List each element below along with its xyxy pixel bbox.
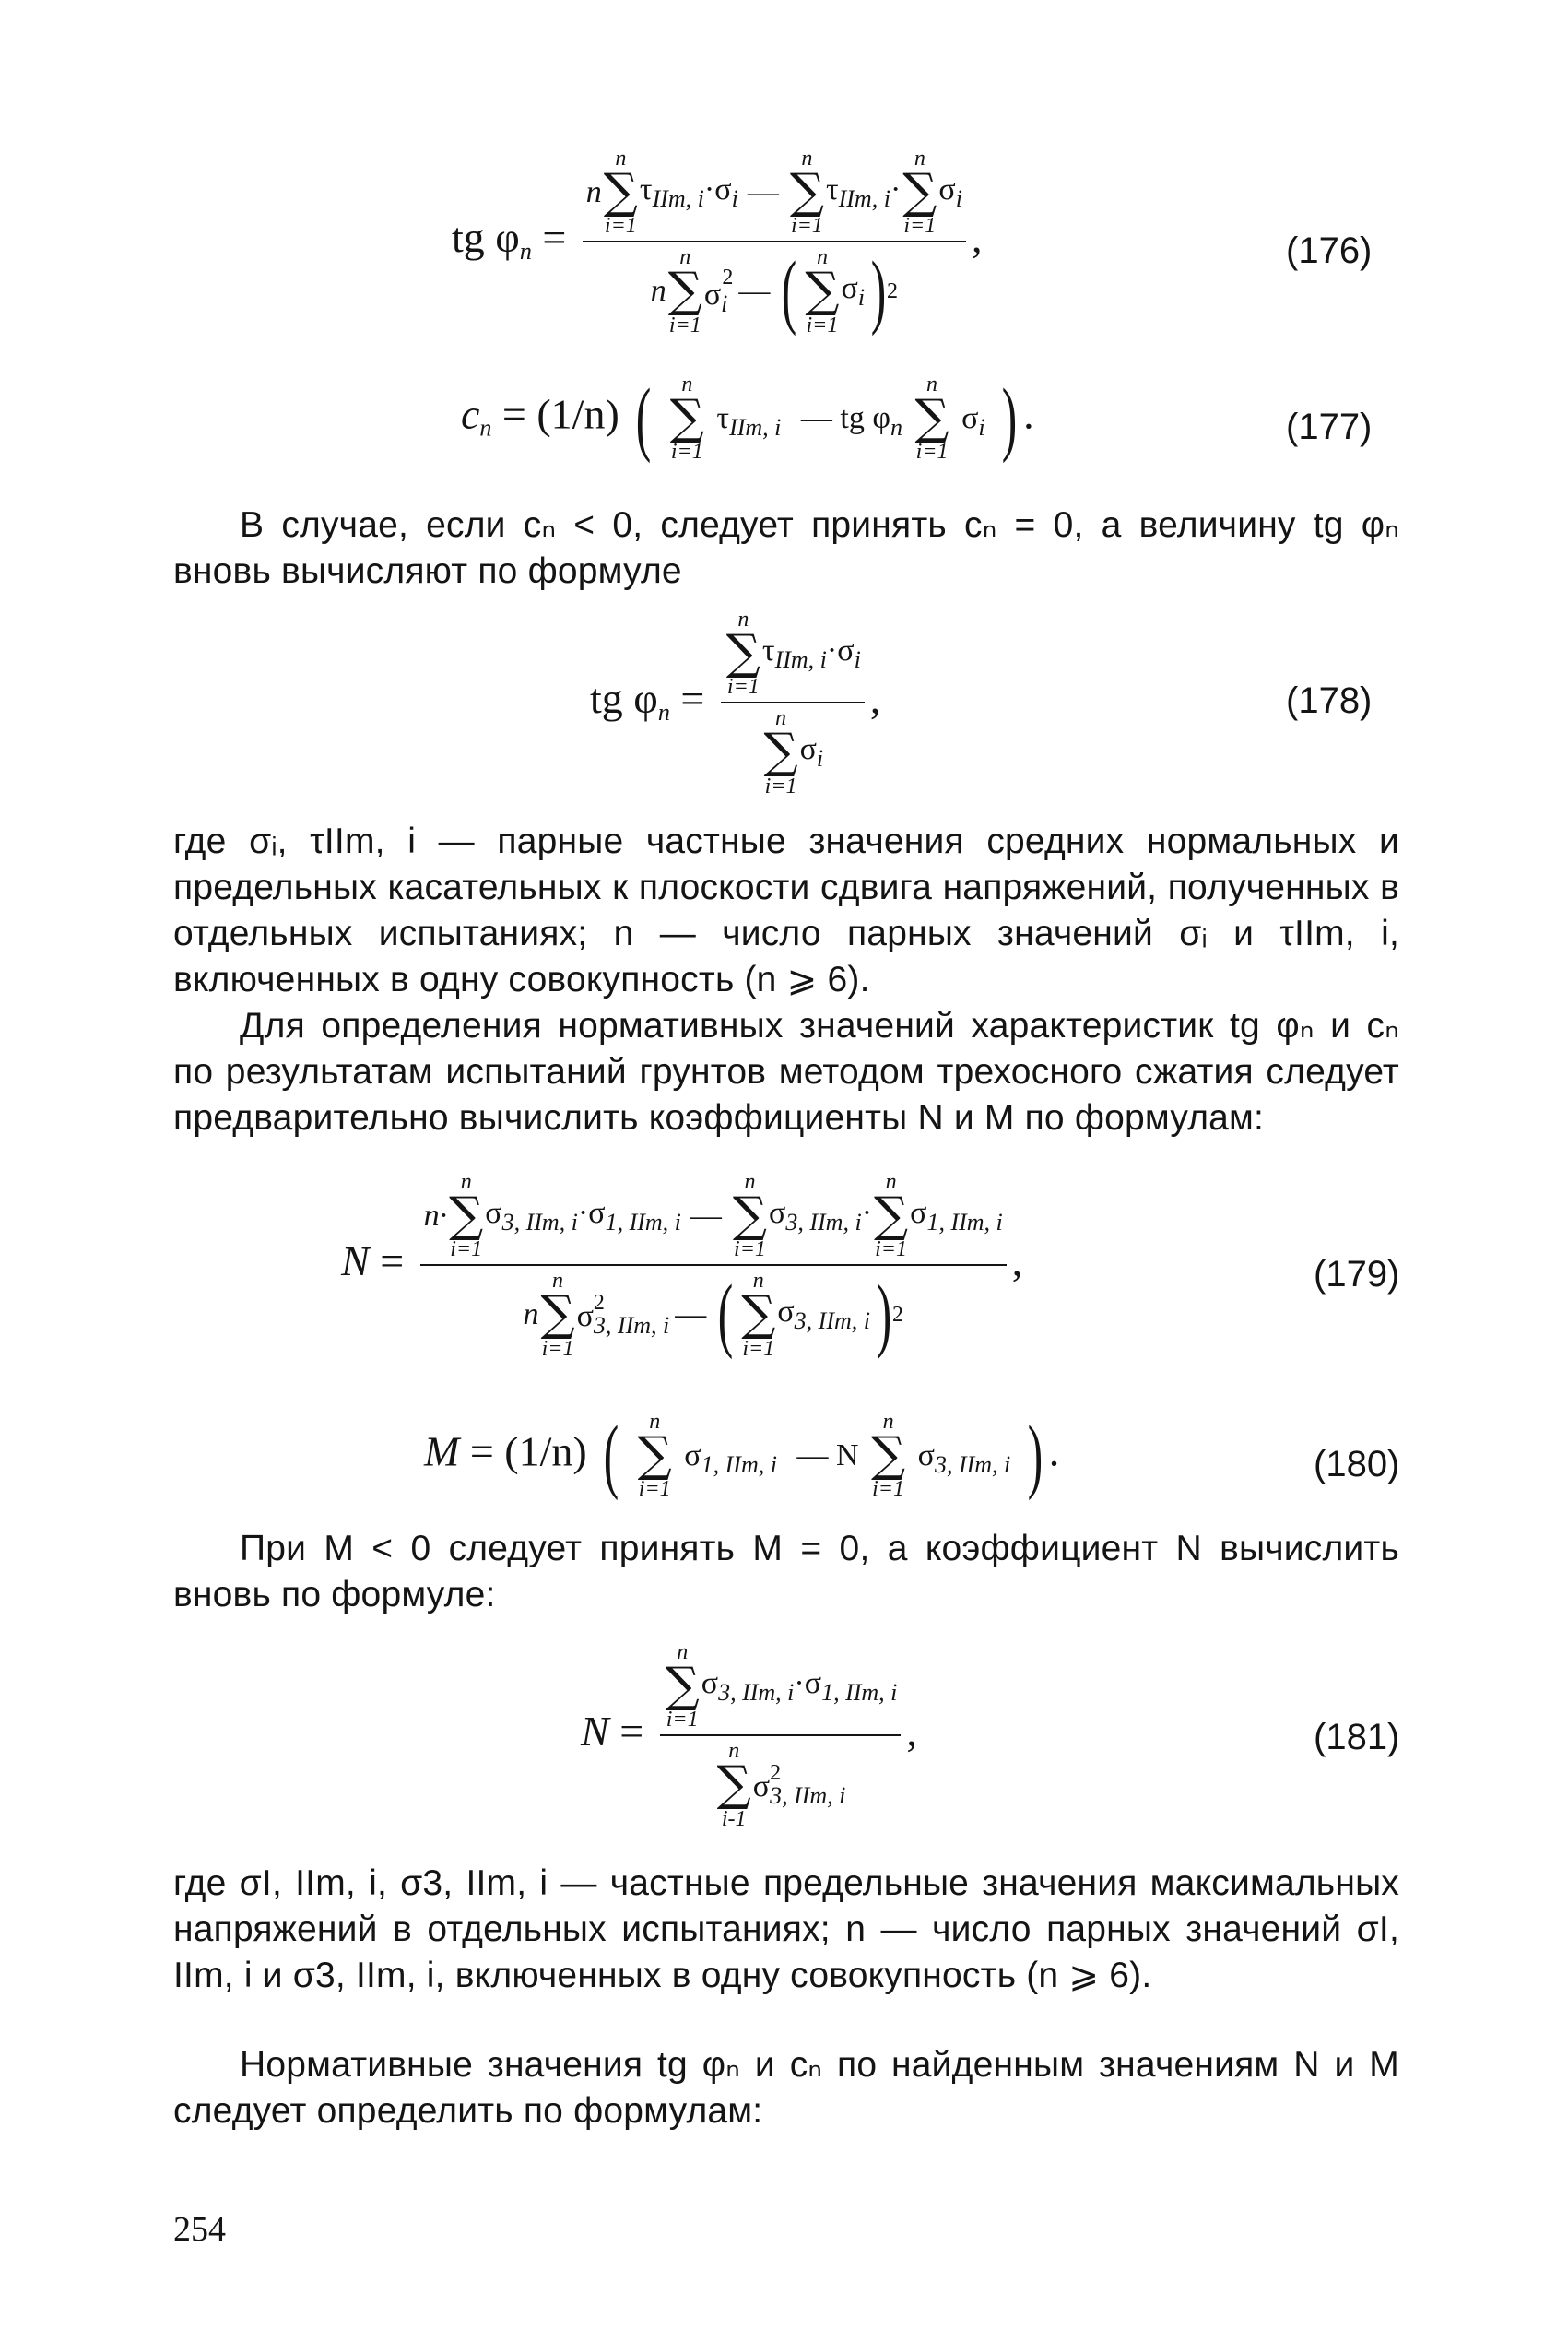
equation-number: (181) xyxy=(1314,1717,1400,1757)
formula-179-denominator: n n ∑ i=1 $\sigma^2_{3, IIm, i}$ — ( n ∑ i=1 $\sigma_{3, IIm, i}$ ) 2 xyxy=(523,1269,903,1361)
formula-179 xyxy=(0,1171,1568,1411)
formula-180 xyxy=(0,1411,1568,1531)
equation-number: (178) xyxy=(1286,680,1373,721)
formula-181-numerator: n ∑ i=1 $\sigma_{3, IIm, i}\cdot\sigma_{1, IIm, i}$ xyxy=(665,1640,898,1732)
fraction-bar xyxy=(721,702,865,703)
formula-177 xyxy=(0,373,1568,493)
paragraph: При M < 0 следует принять M = 0, а коэффициент N вычислить вновь по формуле: xyxy=(173,1529,1399,1614)
paragraph: Нормативные значения tg φₙ и cₙ по найденным значениям N и M следует определить по формулам: xyxy=(173,2045,1399,2131)
formula-178 xyxy=(0,599,1568,811)
formula-180-expression: M = (1/n) ( n ∑ i=1 $\sigma_{1, IIm, i}$ — N n ∑ i=1 $\sigma_{3, IIm, i}$ ) . xyxy=(424,1409,1060,1502)
paragraph: где σᵢ, τIIm, i — парные частные значения средних нормальных и предельных касательных к плоскости сдвига напряжений, полученных в отдельных испытаниях; n — число парных значений σᵢ и τIIm, i, включенных в одну совокупность (n ⩾ 6). xyxy=(173,822,1399,999)
formula-181-expression: N = n ∑ i=1 $\sigma_{3, IIm, i}\cdot\sigma_{1, IIm, i}$ n ∑ i-1 $\sigma^2_{3, IIm, i}$ , xyxy=(581,1640,917,1831)
formula-176-numerator: n n ∑ i=1 $\tau_{IIm, i}\cdot\sigma_i$ — n ∑ i=1 $\tau_{IIm, i}\cdot$ n ∑ i=1 $\sigma_i$ xyxy=(585,147,962,239)
formula-181-denominator: n ∑ i-1 $\sigma^2_{3, IIm, i}$ xyxy=(716,1739,846,1831)
formula-178-denominator: n ∑ i=1 $\sigma_i$ xyxy=(763,706,824,798)
sum-symbol: n ∑ i=1 xyxy=(741,1269,776,1361)
sum-symbol: n ∑ i=1 xyxy=(871,1410,906,1502)
sum-symbol: n ∑ i=1 xyxy=(874,1170,909,1262)
formula-179-expression: N = n· n ∑ i=1 $\sigma_{3, IIm, i}\cdot\sigma_{1, IIm, i}$ — n ∑ i=1 $\sigma_{3, IIm, i}\cdot$ n ∑ i=1 $\sigma_{1, IIm, i}$ n n ∑ i=1 $\sigma^2_{3, IIm, i}$ — ( n ∑ i=1 $\sigma_{3, IIm, i}$ ) 2 , xyxy=(341,1170,1023,1361)
formula-181-fraction xyxy=(660,1641,902,1830)
sum-symbol: n ∑ i=1 xyxy=(789,147,824,239)
sum-symbol: n ∑ i=1 xyxy=(449,1170,484,1262)
sum-symbol: n ∑ i=1 xyxy=(669,372,704,465)
equation-number: (180) xyxy=(1314,1444,1400,1484)
sum-symbol: n ∑ i=1 xyxy=(902,147,937,239)
formula-178-fraction xyxy=(721,609,865,798)
fraction-bar xyxy=(420,1264,1007,1266)
formula-176 xyxy=(0,138,1568,369)
formula-176-denominator: n n ∑ i=1 $\sigma_i^2$ — ( n ∑ i=1 $\sigma_i$ ) 2 xyxy=(650,245,899,337)
sum-symbol: n ∑ i-1 xyxy=(716,1739,751,1831)
formula-178-expression: tg $\varphi_n$ = n ∑ i=1 $\tau_{IIm, i}\cdot\sigma_i$ n ∑ i=1 $\sigma_i$ , xyxy=(590,608,881,798)
equation-number: (176) xyxy=(1286,231,1373,271)
formula-176-lhs: tg $\varphi_n$ = xyxy=(452,213,567,265)
fraction-bar xyxy=(660,1734,902,1736)
formula-181 xyxy=(0,1632,1568,1853)
sum-symbol: n ∑ i=1 xyxy=(665,1640,700,1732)
sum-symbol: n ∑ i=1 xyxy=(763,706,798,798)
sum-symbol: n ∑ i=1 xyxy=(732,1170,768,1262)
page-number: 254 xyxy=(173,2210,226,2249)
paragraph: где σI, IIm, i, σ3, IIm, i — частные предельные значения максимальных напряжений в отдельных испытаниях; n — число парных значений σI, IIm, i и σ3, IIm, i, включенных в одну совокупность (n ⩾ 6). xyxy=(173,1863,1399,1995)
formula-179-fraction xyxy=(420,1171,1007,1360)
sum-symbol: n ∑ i=1 xyxy=(603,147,638,239)
sum-symbol: n ∑ i=1 xyxy=(540,1269,575,1361)
fraction-bar xyxy=(583,241,966,242)
equation-number: (177) xyxy=(1286,407,1373,447)
formula-177-expression: $c_n = (1/n)$ ( n ∑ i=1 $\tau_{IIm, i}$ — tg $\varphi_n$ n ∑ i=1 $\sigma_i$ ) . xyxy=(461,372,1034,465)
sum-symbol: n ∑ i=1 xyxy=(914,372,949,465)
formula-176-expression: tg $\varphi_n$ = n n ∑ i=1 $\tau_{IIm, i}\cdot\sigma_i$ — n ∑ i=1 $\tau_{IIm, i}\cdot$ n ∑ i=1 $\sigma_i$ n n ∑ i=1 $\sigma_i^2$ — ( n ∑ i=1 $\sigma_i$ ) 2 , xyxy=(452,147,983,337)
paragraph: Для определения нормативных значений характеристик tg φₙ и cₙ по результатам испытаний грунтов методом трехосного сжатия следует предварительно вычислить коэффициенты N и M по формулам: xyxy=(173,1006,1399,1138)
paragraph: В случае, если cₙ < 0, следует принять cₙ = 0, а величину tg φₙ вновь вычисляют по формуле xyxy=(173,505,1399,591)
formula-179-numerator: n· n ∑ i=1 $\sigma_{3, IIm, i}\cdot\sigma_{1, IIm, i}$ — n ∑ i=1 $\sigma_{3, IIm, i}\cdot$ n ∑ i=1 $\sigma_{1, IIm, i}$ xyxy=(423,1170,1003,1262)
formula-178-numerator: n ∑ i=1 $\tau_{IIm, i}\cdot\sigma_i$ xyxy=(725,608,861,700)
formula-176-fraction xyxy=(583,148,966,337)
sum-symbol: n ∑ i=1 xyxy=(725,608,760,700)
equation-number: (179) xyxy=(1314,1254,1400,1295)
sum-symbol: n ∑ i=1 xyxy=(637,1410,672,1502)
sum-symbol: n ∑ i=1 xyxy=(805,245,840,337)
sum-symbol: n ∑ i=1 xyxy=(667,245,702,337)
